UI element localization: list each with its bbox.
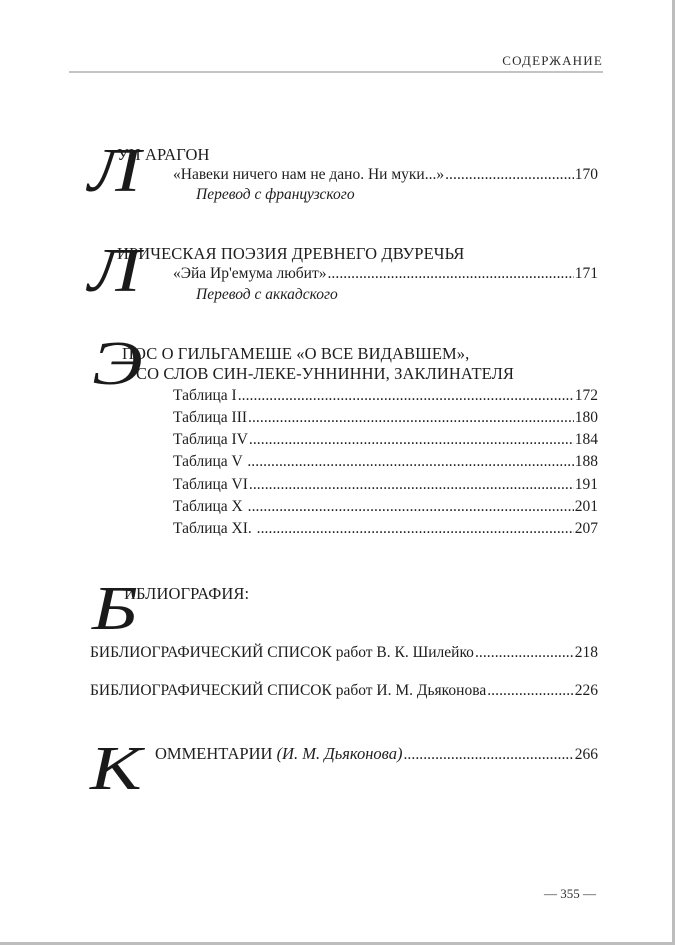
toc-entry-label: Таблица III <box>173 409 248 426</box>
page-number: — 355 — <box>544 886 596 901</box>
toc-entry-label <box>155 744 402 764</box>
toc-entry[interactable] <box>173 387 598 405</box>
toc-entry[interactable] <box>173 520 598 538</box>
toc-entry-label: Таблица VI <box>173 476 248 493</box>
section-title-gilgamesh-line1: ПОС О ГИЛЬГАМЕШЕ «О ВСЕ ВИДАВШЕМ», <box>122 344 470 363</box>
decorative-initial-k: К <box>90 735 142 803</box>
translation-note: Перевод с аккадского <box>196 286 338 303</box>
leader-dots <box>475 644 574 662</box>
toc-entry-page: 171 <box>574 265 598 282</box>
section-title-bibliography: ИБЛИОГРАФИЯ: <box>124 584 250 603</box>
leader-dots <box>249 431 574 449</box>
decorative-initial-b: Б <box>92 575 138 643</box>
toc-entry[interactable] <box>90 682 598 700</box>
toc-entry-label: БИБЛИОГРАФИЧЕСКИЙ СПИСОК работ В. К. Шилейко <box>90 644 474 661</box>
toc-entry[interactable] <box>173 409 598 427</box>
toc-entry[interactable] <box>173 453 598 471</box>
section-title-gilgamesh-line2: СО СЛОВ СИН-ЛЕКЕ-УННИННИ, ЗАКЛИНАТЕЛЯ <box>136 364 514 383</box>
leader-dots <box>249 476 574 494</box>
section-title-lyric-poetry: ИРИЧЕСКАЯ ПОЭЗИЯ ДРЕВНЕГО ДВУРЕЧЬЯ <box>117 244 465 263</box>
header-rule <box>69 71 603 73</box>
toc-entry-page: 184 <box>574 431 598 448</box>
translation-note: Перевод с французского <box>196 186 355 203</box>
leader-dots <box>238 387 574 405</box>
toc-entry-page: 180 <box>574 409 598 426</box>
decorative-initial-l: Л <box>88 237 141 305</box>
leader-dots <box>247 453 573 471</box>
toc-entry-label: Таблица X <box>173 498 247 515</box>
toc-entry-page: 188 <box>574 453 598 470</box>
toc-entry-label: Таблица I <box>173 387 237 404</box>
toc-entry[interactable] <box>173 166 598 184</box>
toc-entry-page: 218 <box>574 644 598 661</box>
leader-dots <box>487 682 574 700</box>
toc-entry-page: 191 <box>574 476 598 493</box>
toc-entry[interactable] <box>173 498 598 516</box>
commentary-title: ОММЕНТАРИИ <box>155 744 273 763</box>
decorative-initial-l: Л <box>88 137 141 205</box>
toc-entry-label: Таблица XI. <box>173 520 256 537</box>
running-head: СОДЕРЖАНИЕ <box>502 53 603 68</box>
toc-entry-page: 170 <box>574 166 598 183</box>
toc-entry[interactable] <box>90 644 598 662</box>
commentary-author: (И. М. Дьяконова) <box>276 744 403 763</box>
toc-entry-page: 226 <box>574 682 598 699</box>
toc-entry[interactable] <box>173 265 598 283</box>
section-title-aragon: УИ АРАГОН <box>117 145 210 164</box>
leader-dots <box>445 166 574 184</box>
toc-entry-label: «Навеки ничего нам не дано. Ни муки...» <box>173 166 445 183</box>
leader-dots <box>248 498 574 516</box>
toc-entry-label: «Эйа Ир'емума любит» <box>173 265 327 282</box>
leader-dots <box>248 409 574 427</box>
toc-entry-page: 266 <box>574 746 598 763</box>
toc-entry[interactable] <box>173 476 598 494</box>
leader-dots <box>403 746 573 764</box>
toc-entry-page: 172 <box>574 387 598 404</box>
toc-entry-commentary[interactable] <box>155 744 598 764</box>
toc-entry-label: Таблица IV <box>173 431 248 448</box>
leader-dots <box>327 265 573 283</box>
toc-entry-label: Таблица V <box>173 453 247 470</box>
toc-entry-page: 207 <box>574 520 598 537</box>
decorative-initial-e: Э <box>92 330 143 398</box>
toc-entry-page: 201 <box>574 498 598 515</box>
toc-entry-label: БИБЛИОГРАФИЧЕСКИЙ СПИСОК работ И. М. Дьяконова <box>90 682 487 699</box>
leader-dots <box>257 520 574 538</box>
toc-entry[interactable] <box>173 431 598 449</box>
